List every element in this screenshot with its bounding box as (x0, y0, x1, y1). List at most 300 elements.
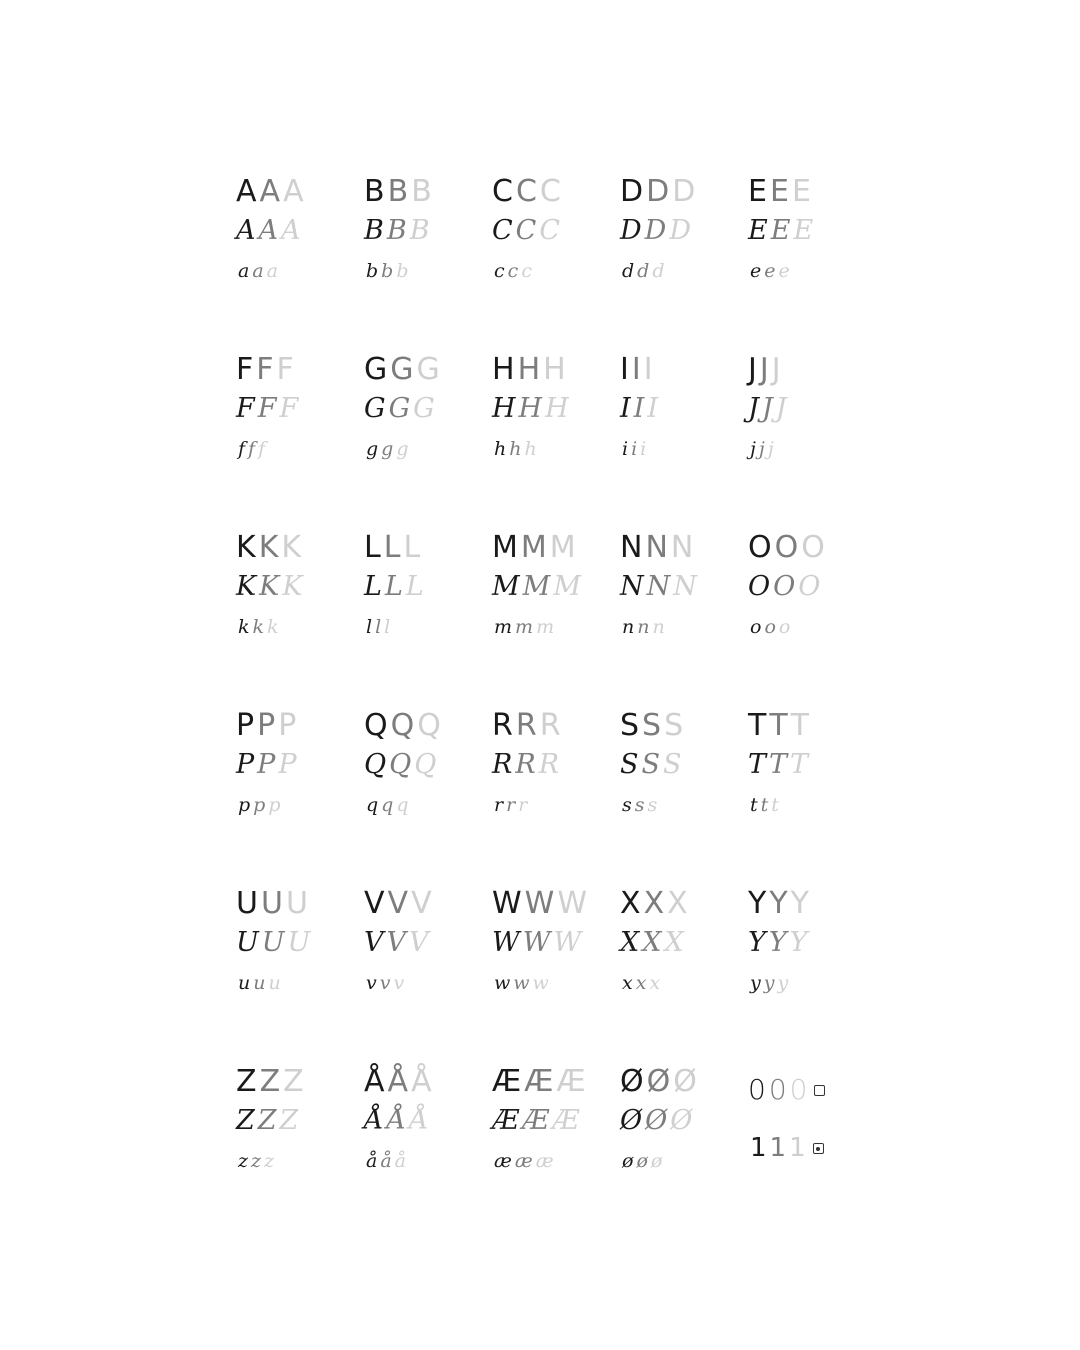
cursive-capital-faded: Æ (552, 1105, 580, 1136)
cursive-capital-solid: Æ (492, 1105, 520, 1136)
cursive-lowercase-solid: q (366, 794, 379, 816)
cursive-capital-stroke-guide: K (259, 571, 280, 602)
print-letter-stroke-guide: Z (259, 1064, 281, 1099)
print-letter-row (236, 174, 350, 210)
digit-one-solid: 1 (750, 1133, 767, 1163)
print-letter-solid: F (236, 352, 254, 387)
letter-card (350, 160, 478, 338)
cursive-capital-stroke-guide: M (522, 571, 551, 602)
cursive-capital-row (492, 1102, 606, 1140)
print-letter-solid: V (364, 886, 385, 921)
cursive-lowercase-faded: k (267, 616, 279, 638)
cursive-lowercase-stroke-guide: w (513, 972, 530, 994)
print-letter-stroke-guide: T (769, 708, 788, 743)
cursive-capital-solid: J (748, 393, 759, 424)
print-letter-stroke-guide: F (256, 352, 274, 387)
print-letter-row (620, 530, 734, 566)
print-letter-solid: P (236, 708, 255, 743)
cursive-lowercase-row (364, 432, 478, 466)
cursive-lowercase-faded: c (521, 260, 532, 282)
cursive-lowercase-stroke-guide: u (253, 972, 266, 994)
print-letter-faded: H (543, 352, 566, 387)
cursive-lowercase-faded: v (393, 972, 405, 994)
print-letter-solid: B (364, 174, 385, 209)
cursive-capital-solid: L (364, 571, 382, 602)
cursive-lowercase-solid: ø (622, 1150, 634, 1172)
print-letter-row (492, 352, 606, 388)
cursive-capital-row (492, 746, 606, 784)
cursive-capital-row (748, 746, 862, 784)
print-letter-stroke-guide: V (387, 886, 409, 921)
cursive-capital-faded: X (664, 927, 684, 958)
letter-card (350, 516, 478, 694)
print-letter-faded: J (771, 352, 781, 387)
cursive-lowercase-solid: x (622, 972, 633, 994)
print-letter-solid: H (492, 352, 515, 387)
cursive-lowercase-stroke-guide: m (515, 616, 534, 638)
print-letter-solid: R (492, 708, 513, 743)
cursive-capital-stroke-guide: X (642, 927, 662, 958)
letter-card (478, 694, 606, 872)
cursive-capital-stroke-guide: Æ (522, 1105, 550, 1136)
cursive-lowercase-faded: q (396, 794, 409, 816)
cursive-capital-solid: Q (364, 749, 387, 780)
cursive-capital-faded: D (669, 215, 691, 246)
cursive-lowercase-faded: o (778, 616, 791, 638)
letter-card (478, 872, 606, 1050)
cursive-lowercase-row (364, 610, 478, 644)
digit-one-faded: 1 (789, 1133, 806, 1163)
cursive-lowercase-row (492, 254, 606, 288)
cursive-capital-faded: J (775, 393, 787, 424)
cursive-lowercase-row (236, 788, 350, 822)
print-letter-stroke-guide: R (515, 708, 537, 743)
cursive-capital-stroke-guide: D (644, 215, 667, 246)
print-letter-row (364, 886, 478, 922)
print-letter-solid: X (620, 886, 641, 921)
cursive-lowercase-faded: u (268, 972, 281, 994)
cursive-capital-row (364, 390, 478, 428)
cursive-capital-solid: K (236, 571, 257, 602)
cursive-lowercase-faded: w (532, 972, 549, 994)
cursive-capital-faded: N (673, 571, 697, 602)
digit-one-stroke-guide: 1 (769, 1133, 787, 1163)
cursive-capital-row (492, 568, 606, 606)
cursive-capital-solid: V (364, 927, 384, 958)
print-letter-stroke-guide: Q (390, 708, 415, 743)
cursive-lowercase-row (748, 610, 862, 644)
cursive-lowercase-faded: y (777, 972, 789, 994)
print-letter-row (236, 708, 350, 744)
start-marker-icon (814, 1085, 825, 1096)
print-letter-stroke-guide: U (260, 886, 283, 921)
print-letter-solid: A (236, 174, 257, 209)
cursive-capital-solid: Å (364, 1105, 384, 1136)
cursive-capital-row (236, 568, 350, 606)
print-letter-faded: U (285, 886, 308, 921)
cursive-capital-stroke-guide: G (388, 393, 411, 424)
cursive-capital-stroke-guide: B (386, 215, 407, 246)
print-letter-row (236, 1064, 350, 1100)
cursive-lowercase-faded: æ (535, 1150, 554, 1172)
cursive-capital-row (620, 212, 734, 250)
print-letter-solid: Y (748, 886, 767, 921)
print-letter-faded: A (283, 174, 304, 209)
cursive-capital-stroke-guide: I (633, 393, 645, 424)
letter-card (350, 1050, 478, 1228)
cursive-lowercase-solid: h (494, 438, 507, 460)
print-letter-solid: G (364, 352, 388, 387)
cursive-lowercase-row (620, 610, 734, 644)
cursive-lowercase-row (236, 432, 350, 466)
cursive-lowercase-stroke-guide: o (764, 616, 776, 638)
cursive-capital-stroke-guide: Q (389, 749, 412, 780)
print-letter-stroke-guide: L (383, 530, 401, 565)
cursive-capital-stroke-guide: Y (768, 927, 787, 958)
print-letter-solid: D (620, 174, 644, 209)
print-letter-faded: B (411, 174, 432, 209)
cursive-capital-row (620, 746, 734, 784)
print-letter-solid: O (748, 530, 772, 565)
print-letter-faded: T (790, 708, 809, 743)
print-letter-row (492, 708, 606, 744)
cursive-lowercase-solid: z (238, 1150, 249, 1172)
print-letter-faded: Q (417, 708, 441, 743)
cursive-capital-row (620, 924, 734, 962)
print-letter-faded: I (643, 352, 653, 387)
cursive-capital-solid: N (620, 571, 644, 602)
cursive-lowercase-faded: m (536, 616, 555, 638)
print-letter-stroke-guide: N (645, 530, 668, 565)
cursive-lowercase-stroke-guide: d (637, 260, 650, 282)
print-letter-faded: O (801, 530, 825, 565)
print-letter-stroke-guide: Æ (524, 1064, 554, 1099)
cursive-lowercase-row (620, 432, 734, 466)
cursive-lowercase-faded: z (264, 1150, 275, 1172)
cursive-capital-row (364, 924, 478, 962)
cursive-lowercase-faded: å (394, 1150, 406, 1172)
cursive-capital-stroke-guide: L (384, 571, 403, 602)
print-letter-solid: K (236, 530, 256, 565)
print-letter-faded: D (672, 174, 696, 209)
cursive-capital-faded: A (281, 215, 301, 246)
cursive-lowercase-stroke-guide: z (251, 1150, 262, 1172)
cursive-capital-stroke-guide: C (515, 215, 537, 246)
print-letter-row (236, 352, 350, 388)
start-marker-dot-icon (813, 1143, 824, 1154)
cursive-capital-row (236, 390, 350, 428)
digit-zero-row (748, 1072, 862, 1108)
cursive-capital-row (236, 212, 350, 250)
cursive-capital-faded: C (539, 215, 561, 246)
cursive-capital-row (620, 390, 734, 428)
cursive-capital-solid: I (620, 393, 631, 424)
print-letter-stroke-guide: I (631, 352, 641, 387)
print-letter-faded: G (416, 352, 440, 387)
cursive-lowercase-row (620, 1144, 734, 1178)
print-letter-stroke-guide: H (517, 352, 541, 387)
cursive-lowercase-row (364, 788, 478, 822)
cursive-capital-row (236, 924, 350, 962)
print-letter-solid: S (620, 708, 640, 743)
cursive-capital-row (748, 924, 862, 962)
cursive-lowercase-faded: f (258, 438, 266, 460)
cursive-capital-stroke-guide: N (646, 571, 671, 602)
cursive-capital-faded: Q (414, 749, 437, 780)
cursive-capital-solid: Ø (620, 1105, 643, 1136)
cursive-lowercase-stroke-guide: i (631, 438, 638, 460)
print-letter-row (620, 174, 734, 210)
cursive-capital-stroke-guide: F (257, 393, 277, 424)
cursive-lowercase-stroke-guide: f (248, 438, 256, 460)
cursive-capital-stroke-guide: A (258, 215, 278, 246)
print-letter-row (620, 352, 734, 388)
cursive-capital-row (492, 924, 606, 962)
print-letter-faded: P (278, 708, 297, 743)
letter-card (222, 516, 350, 694)
cursive-lowercase-stroke-guide: t (760, 794, 769, 816)
cursive-capital-solid: T (748, 749, 767, 780)
cursive-capital-stroke-guide: Å (386, 1105, 406, 1136)
cursive-capital-row (620, 568, 734, 606)
cursive-lowercase-stroke-guide: g (381, 438, 394, 460)
cursive-lowercase-stroke-guide: p (253, 794, 266, 816)
cursive-capital-faded: Y (789, 927, 808, 958)
print-letter-stroke-guide: E (769, 174, 789, 209)
print-letter-faded: N (670, 530, 694, 565)
cursive-capital-solid: O (748, 571, 771, 602)
print-letter-row (492, 1064, 606, 1100)
cursive-capital-row (492, 390, 606, 428)
cursive-lowercase-solid: s (622, 794, 632, 816)
print-letter-solid: W (492, 886, 522, 921)
print-letter-row (364, 1064, 478, 1100)
letter-card (222, 694, 350, 872)
cursive-lowercase-row (492, 1144, 606, 1178)
cursive-capital-stroke-guide: E (770, 215, 791, 246)
print-letter-row (492, 530, 606, 566)
letter-card (606, 872, 734, 1050)
print-letter-stroke-guide: Ø (646, 1064, 671, 1099)
cursive-lowercase-faded: x (649, 972, 661, 994)
cursive-lowercase-faded: d (652, 260, 665, 282)
cursive-lowercase-solid: p (238, 794, 251, 816)
letter-card (222, 1050, 350, 1228)
print-letter-solid: M (492, 530, 518, 565)
cursive-lowercase-row (620, 788, 734, 822)
print-letter-faded: L (403, 530, 421, 565)
cursive-capital-faded: E (793, 215, 814, 246)
print-letter-stroke-guide: P (257, 708, 276, 743)
cursive-capital-stroke-guide: T (769, 749, 788, 780)
letter-card (222, 160, 350, 338)
cursive-capital-stroke-guide: Ø (645, 1105, 668, 1136)
cursive-lowercase-solid: b (366, 260, 379, 282)
cursive-capital-solid: Y (748, 927, 766, 958)
cursive-lowercase-solid: j (750, 438, 756, 460)
cursive-capital-faded: M (553, 571, 581, 602)
print-letter-stroke-guide: S (642, 708, 662, 743)
cursive-lowercase-row (748, 254, 862, 288)
print-letter-solid: Z (236, 1064, 257, 1099)
print-letter-row (620, 886, 734, 922)
cursive-lowercase-row (492, 966, 606, 1000)
digit-zero-stroke-guide: 0 (768, 1073, 787, 1106)
letter-card (478, 338, 606, 516)
print-letter-faded: Ø (673, 1064, 697, 1099)
cursive-lowercase-stroke-guide: v (379, 972, 391, 994)
print-letter-stroke-guide: Å (387, 1064, 409, 1099)
print-letter-row (364, 708, 478, 744)
cursive-lowercase-solid: n (622, 616, 635, 638)
cursive-capital-faded: S (663, 749, 682, 780)
cursive-capital-solid: S (620, 749, 639, 780)
cursive-capital-row (748, 212, 862, 250)
cursive-lowercase-solid: w (494, 972, 511, 994)
print-letter-solid: J (748, 352, 757, 387)
digit-zero-solid: 0 (748, 1073, 766, 1106)
print-letter-faded: R (539, 708, 561, 743)
cursive-capital-solid: W (492, 927, 520, 958)
cursive-capital-stroke-guide: J (761, 393, 773, 424)
cursive-capital-stroke-guide: H (518, 393, 543, 424)
print-letter-stroke-guide: W (524, 886, 555, 921)
letter-card (606, 516, 734, 694)
cursive-capital-faded: F (279, 393, 299, 424)
cursive-lowercase-row (492, 432, 606, 466)
cursive-lowercase-faded: ø (650, 1150, 663, 1172)
cursive-capital-faded: W (553, 927, 582, 958)
print-letter-faded: W (557, 886, 588, 921)
cursive-capital-solid: R (492, 749, 513, 780)
cursive-capital-faded: T (790, 749, 809, 780)
cursive-lowercase-faded: l (384, 616, 391, 638)
print-letter-stroke-guide: M (520, 530, 547, 565)
print-letter-stroke-guide: Y (769, 886, 788, 921)
print-letter-solid: Q (364, 708, 388, 743)
cursive-lowercase-row (364, 966, 478, 1000)
cursive-capital-faded: K (282, 571, 303, 602)
letter-card (478, 516, 606, 694)
print-letter-faded: K (281, 530, 302, 565)
cursive-lowercase-faded: n (652, 616, 665, 638)
print-letter-stroke-guide: J (759, 352, 769, 387)
print-letter-faded: M (549, 530, 576, 565)
cursive-lowercase-faded: t (771, 794, 779, 816)
cursive-capital-stroke-guide: Z (257, 1105, 277, 1136)
print-letter-row (236, 530, 350, 566)
cursive-lowercase-solid: e (750, 260, 762, 282)
cursive-capital-row (236, 746, 350, 784)
print-letter-solid: L (364, 530, 381, 565)
cursive-capital-row (620, 1102, 734, 1140)
print-letter-faded: Å (411, 1064, 432, 1099)
print-letter-stroke-guide: X (643, 886, 665, 921)
print-letter-solid: Ø (620, 1064, 644, 1099)
cursive-lowercase-solid: a (238, 260, 250, 282)
cursive-capital-stroke-guide: R (515, 749, 536, 780)
cursive-capital-solid: Z (236, 1105, 255, 1136)
cursive-lowercase-faded: r (518, 794, 528, 816)
cursive-lowercase-solid: k (238, 616, 250, 638)
letter-card (222, 872, 350, 1050)
letter-card (478, 1050, 606, 1228)
letter-card (606, 160, 734, 338)
cursive-capital-faded: O (798, 571, 821, 602)
cursive-lowercase-faded: h (524, 438, 537, 460)
print-letter-faded: F (276, 352, 294, 387)
cursive-capital-row (492, 212, 606, 250)
cursive-capital-solid: D (620, 215, 642, 246)
cursive-lowercase-faded: g (396, 438, 409, 460)
cursive-capital-stroke-guide: P (257, 749, 276, 780)
letter-card (478, 160, 606, 338)
letter-card (734, 516, 862, 694)
cursive-lowercase-row (236, 966, 350, 1000)
cursive-lowercase-stroke-guide: n (637, 616, 650, 638)
cursive-lowercase-faded: j (767, 438, 774, 460)
cursive-lowercase-row (748, 432, 862, 466)
cursive-lowercase-stroke-guide: ø (636, 1150, 648, 1172)
cursive-lowercase-solid: y (750, 972, 761, 994)
cursive-capital-row (748, 390, 862, 428)
cursive-capital-faded: H (545, 393, 569, 424)
cursive-lowercase-row (236, 610, 350, 644)
cursive-capital-solid: C (492, 215, 513, 246)
cursive-capital-stroke-guide: V (386, 927, 406, 958)
cursive-lowercase-solid: c (494, 260, 505, 282)
letter-card (734, 160, 862, 338)
cursive-lowercase-row (620, 966, 734, 1000)
print-letter-row (748, 530, 862, 566)
cursive-capital-solid: M (492, 571, 520, 602)
print-letter-row (492, 886, 606, 922)
cursive-capital-solid: X (620, 927, 640, 958)
cursive-lowercase-stroke-guide: h (509, 438, 522, 460)
print-letter-solid: I (620, 352, 629, 387)
cursive-lowercase-solid: i (622, 438, 629, 460)
cursive-lowercase-stroke-guide: r (506, 794, 516, 816)
print-letter-stroke-guide: B (387, 174, 409, 209)
cursive-capital-faded: I (647, 393, 659, 424)
letter-card (606, 1050, 734, 1228)
cursive-lowercase-row (748, 966, 862, 1000)
letter-card (350, 338, 478, 516)
cursive-capital-stroke-guide: O (773, 571, 796, 602)
cursive-lowercase-row (364, 1144, 478, 1178)
cursive-lowercase-solid: u (238, 972, 251, 994)
print-letter-row (492, 174, 606, 210)
cursive-lowercase-faded: s (647, 794, 658, 816)
print-letter-row (748, 708, 862, 744)
cursive-capital-faded: G (413, 393, 435, 424)
cursive-capital-stroke-guide: S (641, 749, 660, 780)
print-letter-stroke-guide: K (258, 530, 279, 565)
print-letter-faded: C (539, 174, 561, 209)
print-letter-stroke-guide: G (390, 352, 414, 387)
cursive-lowercase-faded: e (778, 260, 790, 282)
print-letter-row (748, 352, 862, 388)
cursive-lowercase-stroke-guide: q (381, 794, 394, 816)
cursive-capital-faded: V (409, 927, 429, 958)
cursive-lowercase-stroke-guide: e (764, 260, 776, 282)
letter-card (606, 338, 734, 516)
print-letter-solid: T (748, 708, 767, 743)
print-letter-faded: Y (790, 886, 809, 921)
cursive-lowercase-stroke-guide: æ (514, 1150, 533, 1172)
cursive-capital-stroke-guide: W (522, 927, 551, 958)
cursive-lowercase-row (236, 1144, 350, 1178)
